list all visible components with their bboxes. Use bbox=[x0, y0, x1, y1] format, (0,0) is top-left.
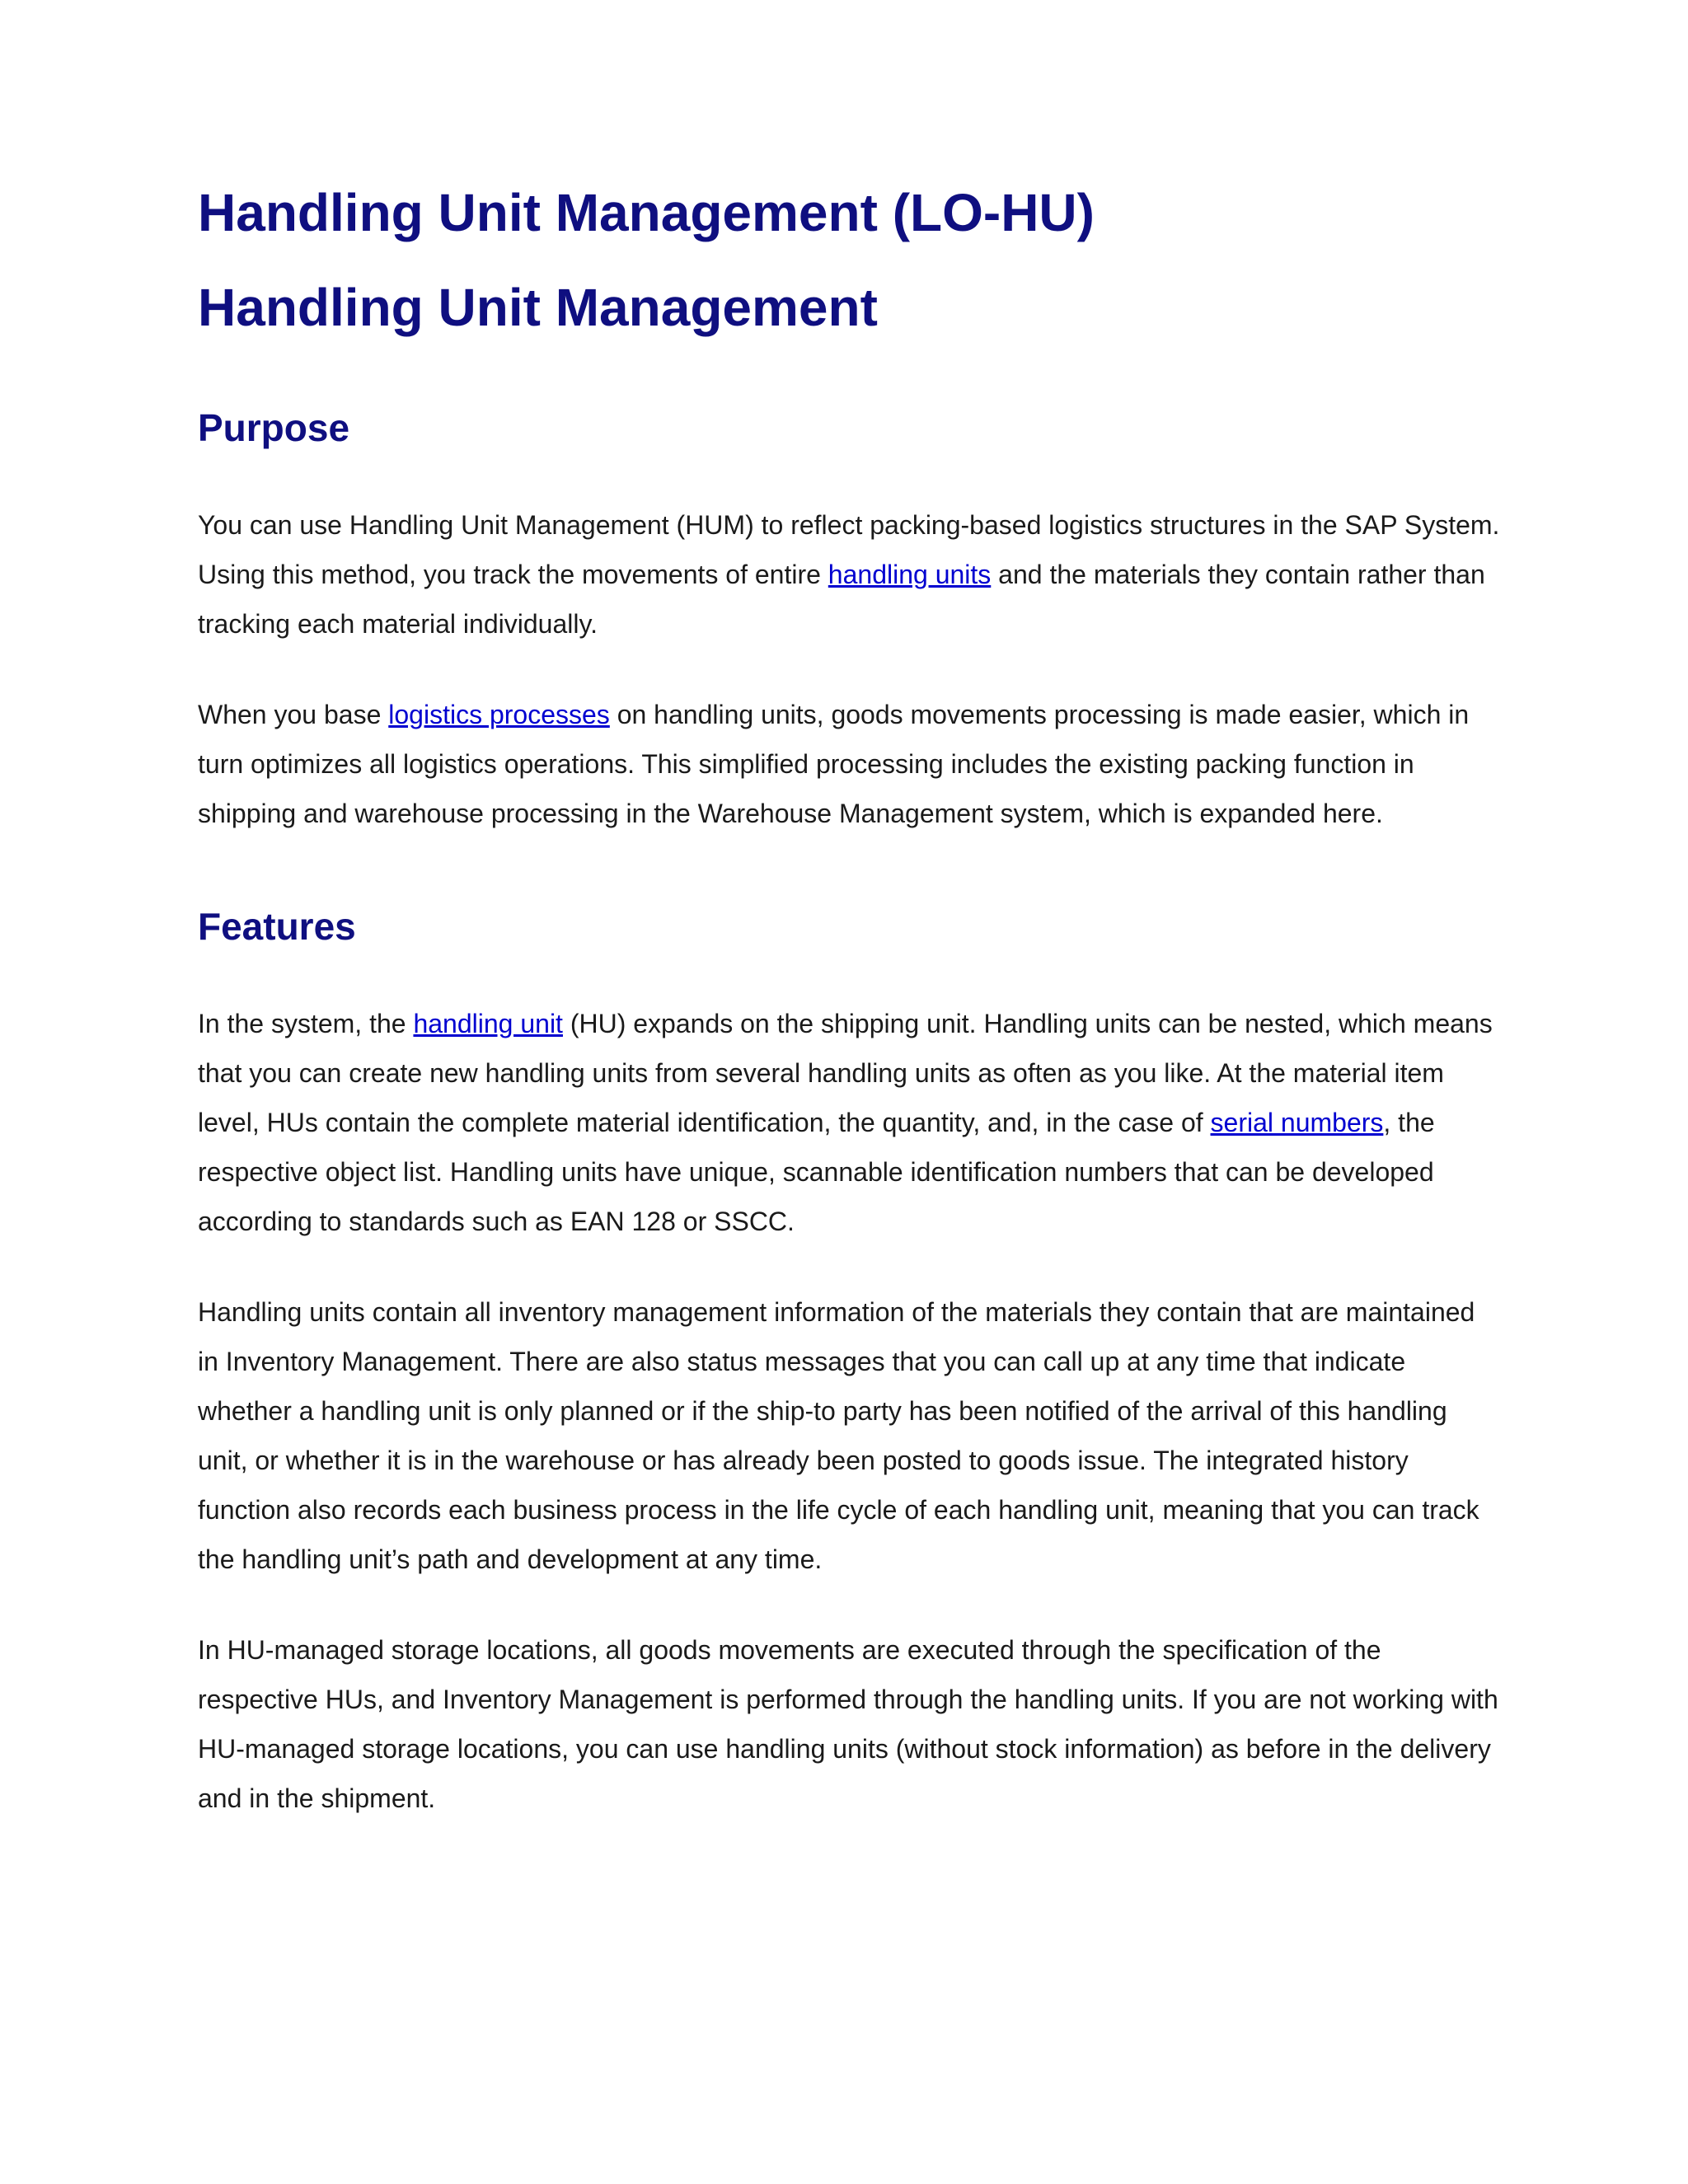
text-run: You can use Handling Unit Management (HUM) to reflect packing-based logistics structures in the SAP System. Using this method, you track the movements of entire bbox=[198, 509, 1500, 589]
text-run: on handling units, goods movements processing is made easier, which in turn optimizes all logistics operations. This simplified processing includes the existing packing function in shipping and warehouse processing in the Warehouse Management system, which is expanded here. bbox=[198, 699, 1470, 828]
features-section bbox=[198, 904, 1500, 1823]
features-heading: Features bbox=[198, 904, 356, 948]
purpose-heading: Purpose bbox=[198, 405, 350, 449]
logistics-processes-link[interactable]: logistics processes bbox=[388, 699, 610, 729]
purpose-paragraph-1 bbox=[198, 500, 1500, 649]
text-run: In the system, the bbox=[198, 1008, 414, 1038]
text-run: and the materials they contain rather than tracking each material individually. bbox=[198, 559, 1485, 639]
document-title: Handling Unit Management (LO-HU) bbox=[198, 183, 1095, 242]
serial-numbers-link[interactable]: serial numbers bbox=[1210, 1107, 1384, 1137]
handling-unit-link[interactable]: handling unit bbox=[413, 1008, 563, 1038]
document-page bbox=[198, 181, 1500, 1864]
purpose-paragraph-2 bbox=[198, 690, 1500, 838]
text-run: (HU) expands on the shipping unit. Handling units can be nested, which means that you can create new handling units from several handling units as often as you like. At the material item level, HUs contain the complete material identification, the quantity, and, in the case of bbox=[198, 1008, 1493, 1137]
features-paragraph-3: In HU-managed storage locations, all goods movements are executed through the specification of the respective HUs, and Inventory Management is performed through the handling units. If you are not working with HU-managed storage locations, you can use handling units (without stock information) as before in the delivery and in the shipment. bbox=[198, 1634, 1498, 1813]
text-run: , the respective object list. Handling units have unique, scannable identification numbers that can be developed according to standards such as EAN 128 or SSCC. bbox=[198, 1107, 1435, 1236]
text-run: When you base bbox=[198, 699, 389, 729]
purpose-section bbox=[198, 405, 1500, 838]
handling-units-link[interactable]: handling units bbox=[828, 559, 992, 589]
features-paragraph-2: Handling units contain all inventory management information of the materials they contain that are maintained in Inventory Management. There are also status messages that you can call up at any time that indicate whether a handling unit is only planned or if the ship-to party has been notified of the arrival of this handling unit, or whether it is in the warehouse or has already been posted to goods issue. The integrated history function also records each business process in the life cycle of each handling unit, meaning that you can track the handling unit’s path and development at any time. bbox=[198, 1296, 1479, 1574]
features-paragraph-1 bbox=[198, 999, 1500, 1246]
document-subtitle: Handling Unit Management bbox=[198, 277, 878, 337]
